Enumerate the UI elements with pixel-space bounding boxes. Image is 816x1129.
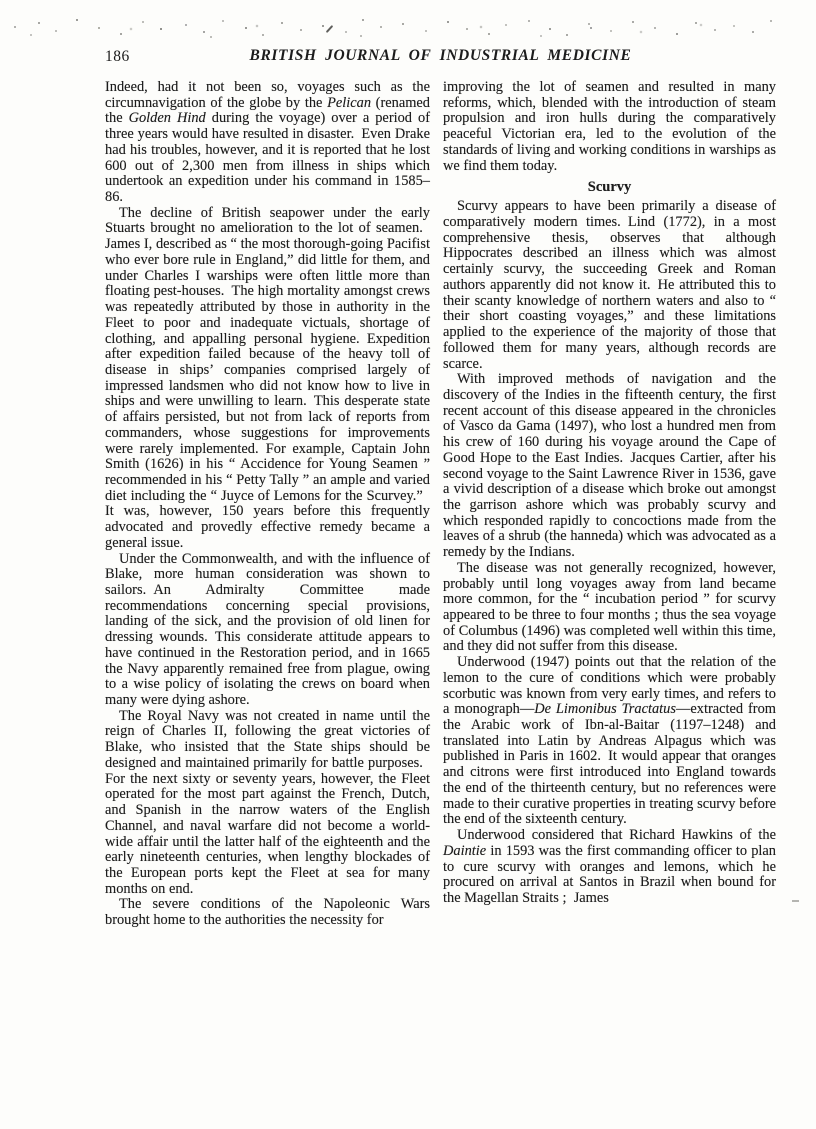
right-column — [443, 80, 776, 929]
italic-text: Pelican — [327, 94, 372, 111]
italic-text: De Limonibus Tractatus — [534, 701, 676, 718]
text-run: (renamed the — [105, 94, 431, 127]
text-run: Underwood considered that Richard Hawkins of the — [457, 827, 776, 844]
text-run: Scurvy appears to have been primarily a disease of comparatively modern times. Lind (1772), in a most comprehensive thesis, observes that although Hippocrates described an illness which was almost certainly scurvy, the succeeding Greek and Roman authors apparently did not know it. He attributed this to their scanty knowledge of northern waters and also to “ their short coasting voyages,” and these limitations applied to the experience of the majority of those that followed them for many years, although records are scarce. — [443, 198, 776, 372]
paragraph — [105, 206, 430, 552]
page-number: 186 — [105, 48, 130, 65]
text-run: The severe conditions of the Napoleonic Wars brought home to the authorities the necessity for — [105, 896, 430, 929]
paragraph — [105, 552, 430, 709]
scan-dash-mark — [792, 900, 799, 902]
text-run: —extracted from the Arabic work of Ibn-al-Baitar (1197–1248) and translated into Latin by Andreas Alpagus which was published in Paris in 1602. It would appear that oranges and citrons were first introduced into England towards the end of the thirteenth century, but no references were made to their curative properties in treating scurvy before the end of the sixteenth century. — [443, 701, 776, 828]
left-column — [105, 80, 430, 929]
text-run: Indeed, had it not been so, voyages such as the circumnavigation of the globe by the — [105, 79, 430, 111]
paragraph — [443, 80, 776, 174]
scan-slash-mark — [326, 25, 334, 33]
journal-title: BRITISH JOURNAL OF INDUSTRIAL MEDICINE — [249, 47, 632, 64]
text-run: The Royal Navy was not created in name until the reign of Charles II, following the great victories of Blake, who insisted that the State ships should be designed and maintained primarily for battle purposes. For the next sixty or seventy years, however, the Fleet operated for the most part against the French, Dutch, and Spanish in the narrow waters of the English Channel, and naval warfare did not become a world-wide affair until the latter half of the eighteenth and the early nineteenth centuries, when lengthy blockades of the European ports kept the Fleet at sea for many months on end. — [105, 707, 430, 897]
text-run: The decline of British seapower under the early Stuarts brought no amelioration to the lot of seamen. James I, described as “ the most thorough-going Pacifist who ever bore rule in England,” did little for them, and under Charles I warships were often little more than floating pest-houses. The high mortality amongst crews was repeatedly attributed by those in authority in the Fleet to poor and inadequate victuals, shortage of clothing, and appalling personal hygiene. Expedition after expedition failed because of the heavy toll of disease in ships’ companies comprised largely of impressed landsmen who did not know how to live in ships and were unwilling to learn. This desperate state of affairs persisted, but not from lack of reports from commanders, whose suggestions for improvements were rarely implemented. For example, Captain John Smith (1626) in his “ Accidence for Young Seamen ” recommended in his “ Petty Tally ” an ample and varied diet including the “ Juyce of Lemons for the Scurvey.” It was, however, 150 years before this frequently advocated and provedly effective remedy became a general issue. — [105, 204, 430, 551]
text-run: during the voyage) over a period of three years would have resulted in disaster. Even Drake had his troubles, however, and it is reported that he lost 600 out of 2,300 men from illness in ships which undertook an expedition under his command in 1585–86. — [105, 110, 430, 206]
text-run: improving the lot of seamen and resulted in many reforms, which, blended with the introduction of steam propulsion and iron hulls during the comparatively peaceful Victorian era, led to the evolution of the standards of living and working conditions in warships as we find them today. — [443, 79, 776, 174]
article-body — [105, 80, 776, 929]
page-header — [105, 47, 776, 69]
paragraph — [105, 709, 430, 898]
paragraph — [443, 199, 776, 372]
text-run: Under the Commonwealth, and with the influence of Blake, more human consideration was shown to sailors. An Admiralty Committee made recommendations concerning special provisions, landing of the sick, and the provision of old linen for dressing wounds. This considerate attitude appears to have continued in the Restoration period, and in 1665 the Navy apparently remained free from plague, owing to a wise policy of isolating the crews on board when many were dying ashore. — [105, 550, 430, 709]
paragraph — [443, 828, 776, 907]
section-heading: Scurvy — [587, 179, 632, 196]
text-run: in 1593 was the first commanding officer to plan to cure scurvy with oranges and lemons, which he procured on arrival at Santos in Brazil when bound for the Magellan Straits ; James — [443, 842, 776, 906]
italic-text: Golden Hind — [128, 110, 206, 127]
paragraph — [443, 372, 776, 561]
text-run: With improved methods of navigation and the discovery of the Indies in the fifteenth century, the first recent account of this disease appeared in the chronicles of Vasco da Gama (1497), who lost a hundred men from his crew of 160 during his voyage around the Cape of Good Hope to the East Indies. Jacques Cartier, after his second voyage to the Saint Lawrence River in 1536, gave a vivid description of a disease which broke out amongst the garrison ashore which was probably scurvy and which responded rapidly to concoctions made from the leaves of a shrub (the hanneda) which was advocated as a remedy by the Indians. — [443, 371, 776, 561]
text-run: Underwood (1947) points out that the relation of the lemon to the cure of conditions which were probably scorbutic was known from very early times, and refers to a monograph— — [443, 654, 776, 718]
paragraph — [105, 897, 430, 928]
text-run: The disease was not generally recognized, however, probably until long voyages away from land became more common, for the “ incubation period ” for scurvy appeared to be three to four months ; thus the sea voyage of Columbus (1496) was completed well within this time, and they did not suffer from this disease. — [443, 559, 776, 655]
paragraph — [443, 561, 776, 655]
italic-text: Daintie — [443, 842, 487, 859]
scan-noise-speckles — [0, 0, 816, 50]
paragraph — [105, 80, 430, 206]
paragraph — [443, 655, 776, 828]
